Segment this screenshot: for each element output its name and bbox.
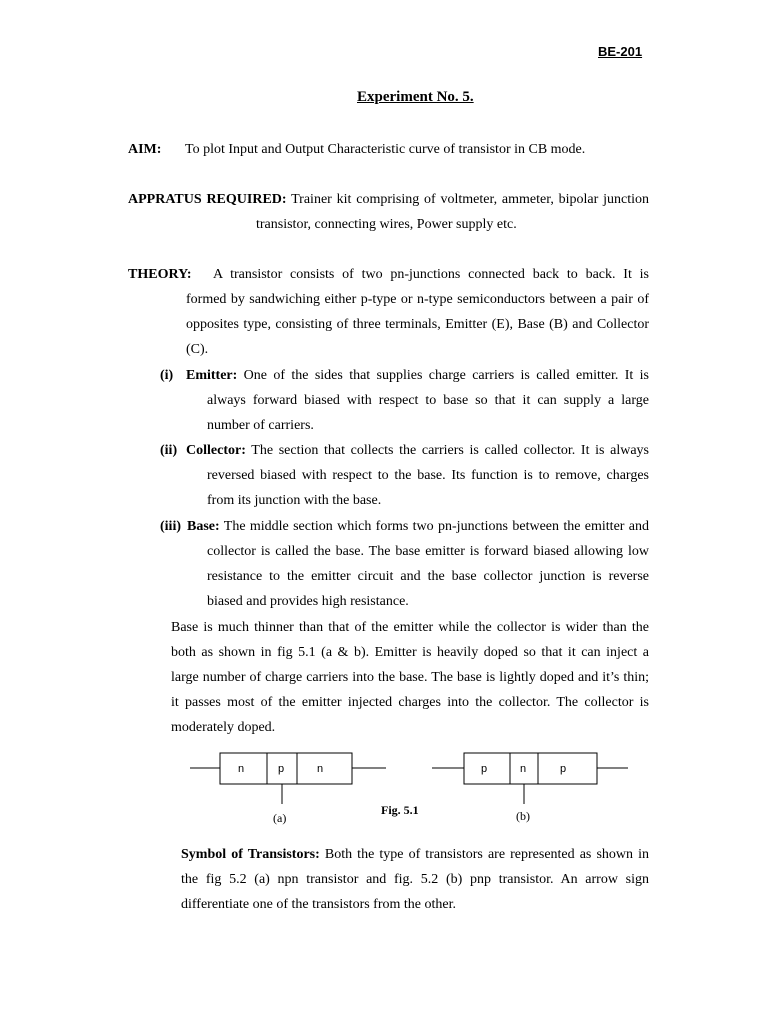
apparatus-line-1 (128, 192, 649, 208)
list-item-collector (186, 443, 649, 459)
body-line: both as shown in fig 5.1 (a & b). Emitter is heavily doped so that it can inject a (171, 645, 649, 660)
apparatus-line-2: transistor, connecting wires, Power supply etc. (256, 217, 517, 232)
symbols-line-1 (181, 847, 649, 863)
body-line: Base is much thinner than that of the emitter while the collector is wider than the (171, 620, 649, 635)
npn-region-label: n (237, 763, 245, 775)
item-text: resistance to the emitter circuit and the base collector junction is reverse (207, 569, 649, 584)
figure-caption-b: (b) (516, 809, 530, 823)
item-text: biased and provides high resistance. (207, 594, 409, 609)
item-term: Collector: (186, 443, 246, 458)
symbols-term: Symbol of Transistors: (181, 847, 320, 862)
body-line: moderately doped. (171, 720, 276, 735)
item-marker: (iii) (160, 519, 181, 534)
aim-label: AIM: (128, 142, 162, 157)
figure-title: Fig. 5.1 (381, 803, 419, 817)
npn-region-label: p (277, 763, 285, 775)
list-item-emitter (186, 368, 649, 384)
item-text: The middle section which forms two pn-junctions between the emitter and (223, 519, 649, 534)
body-line: it passes most of the emitter injected charges into the collector. The collector is (171, 695, 649, 710)
item-marker: (ii) (160, 443, 178, 458)
apparatus-label: APPRATUS REQUIRED: (128, 192, 287, 207)
symbols-text: Both the type of transistors are represented as shown in (324, 847, 650, 862)
item-term: Emitter: (186, 368, 238, 383)
document-code: BE-201 (598, 44, 643, 59)
npn-region-label: n (316, 763, 324, 775)
item-text: collector is called the base. The base emitter is forward biased allowing low (207, 544, 649, 559)
theory-line: (C). (186, 342, 209, 357)
figure-caption-a: (a) (273, 811, 287, 825)
page-title: Experiment No. 5. (357, 89, 474, 105)
item-text: from its junction with the base. (207, 493, 382, 508)
symbols-line-2: the fig 5.2 (a) npn transistor and fig. 5.2 (b) pnp transistor. An arrow sign (181, 872, 649, 887)
item-text: One of the sides that supplies charge carriers is called emitter. It is (243, 368, 649, 383)
theory-label: THEORY: (128, 267, 192, 282)
item-text: always forward biased with respect to base so that it can supply a large (207, 393, 649, 408)
transistor-diagram (0, 745, 768, 835)
body-line: large number of charge carriers into the base. The base is lightly doped and it’s thin; (171, 670, 649, 685)
list-item-base (187, 519, 649, 535)
item-term: Base: (187, 519, 220, 534)
item-marker: (i) (160, 368, 174, 383)
theory-line: opposites type, consisting of three terminals, Emitter (E), Base (B) and Collector (186, 317, 649, 332)
apparatus-text: Trainer kit comprising of voltmeter, ammeter, bipolar junction (291, 192, 649, 207)
pnp-region-label: p (480, 763, 488, 775)
item-text: reversed biased with respect to the base. Its function is to remove, charges (207, 468, 649, 483)
theory-line: formed by sandwiching either p-type or n-type semiconductors between a pair of (186, 292, 649, 307)
item-text: The section that collects the carriers is called collector. It is always (251, 443, 650, 458)
pnp-region-label: n (519, 763, 527, 775)
item-text: number of carriers. (207, 418, 314, 433)
aim-text: To plot Input and Output Characteristic curve of transistor in CB mode. (185, 142, 586, 157)
symbols-line-3: differentiate one of the transistors from the other. (181, 897, 456, 912)
pnp-region-label: p (559, 763, 567, 775)
theory-line: A transistor consists of two pn-junctions connected back to back. It is (213, 267, 649, 282)
